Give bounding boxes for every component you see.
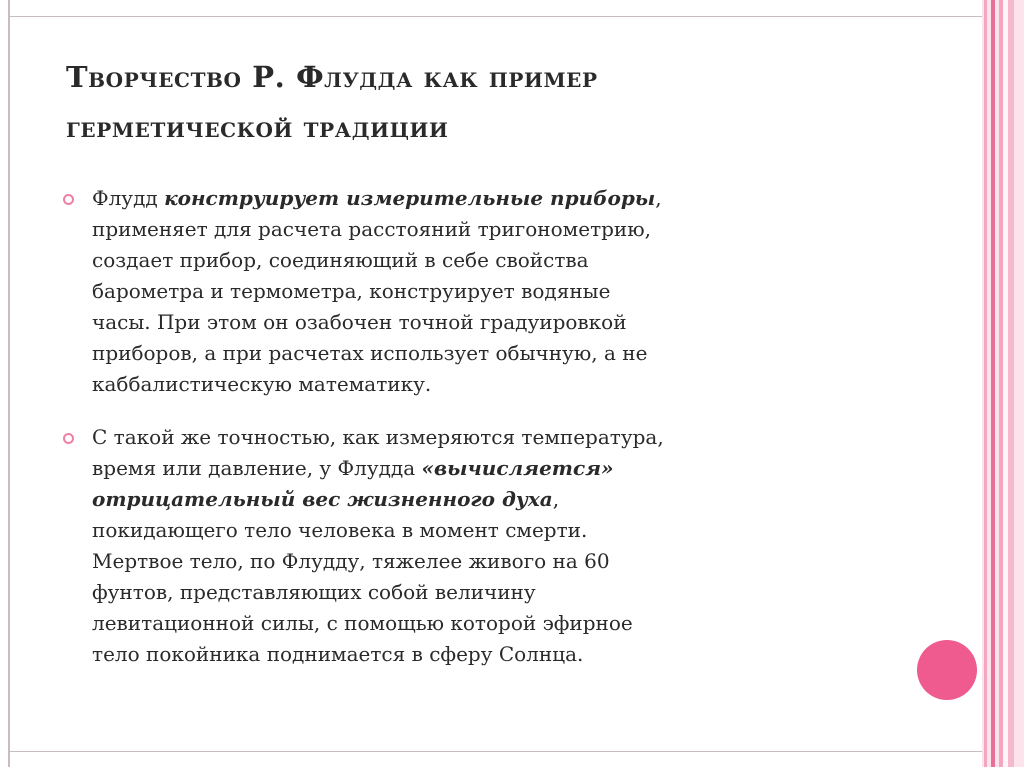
emphasis-text: отрицательный вес жизненного духа <box>92 487 553 511</box>
decorative-stripes <box>982 0 1024 767</box>
bullet-item-1 <box>60 183 880 400</box>
bullet-marker-icon <box>63 433 74 444</box>
decorative-circle <box>917 640 977 700</box>
emphasis-text: «вычисляется» <box>421 456 614 480</box>
bullet-marker-icon <box>63 194 74 205</box>
bullet-line: С такой же точностью, как измеряются температура, <box>92 425 664 449</box>
text-run: , <box>552 487 560 511</box>
bullet-line: левитационной силы, с помощью которой эфирное <box>92 611 633 635</box>
bullet-line: тело покойника поднимается в сферу Солнца. <box>92 642 584 666</box>
text-run: время или давление, у Флудда <box>92 456 422 480</box>
bullet-line: создает прибор, соединяющий в себе свойства <box>92 248 589 272</box>
bullet-line: Мертвое тело, по Флудду, тяжелее живого на 60 <box>92 549 610 573</box>
bullet-line: барометра и термометра, конструирует водяные <box>92 279 611 303</box>
bullet-text <box>92 183 880 400</box>
frame-left-line <box>8 0 10 767</box>
bullet-line: часы. При этом он озабочен точной градуировкой <box>92 310 627 334</box>
emphasis-text: конструирует измерительные приборы <box>164 186 656 210</box>
bullet-list <box>60 183 880 692</box>
frame-top-line <box>8 16 984 17</box>
bullet-item-2 <box>60 422 880 670</box>
bullet-text <box>92 422 880 670</box>
bullet-line: фунтов, представляющих собой величину <box>92 580 536 604</box>
text-run: Флудд <box>92 186 165 210</box>
bullet-line <box>92 183 880 214</box>
bullet-line: покидающего тело человека в момент смерти. <box>92 518 588 542</box>
frame-bottom-line <box>8 751 984 752</box>
slide-title-line-2: герметической традиции <box>66 110 449 144</box>
slide-title <box>66 52 926 152</box>
bullet-line: приборов, а при расчетах использует обычную, а не <box>92 341 648 365</box>
bullet-line <box>92 484 880 515</box>
slide-title-line-1: Творчество Р. Флудда как пример <box>66 60 598 94</box>
bullet-line: каббалистическую математику. <box>92 372 432 396</box>
bullet-line <box>92 453 880 484</box>
bullet-line: применяет для расчета расстояний тригонометрию, <box>92 217 652 241</box>
text-run: , <box>655 186 662 210</box>
